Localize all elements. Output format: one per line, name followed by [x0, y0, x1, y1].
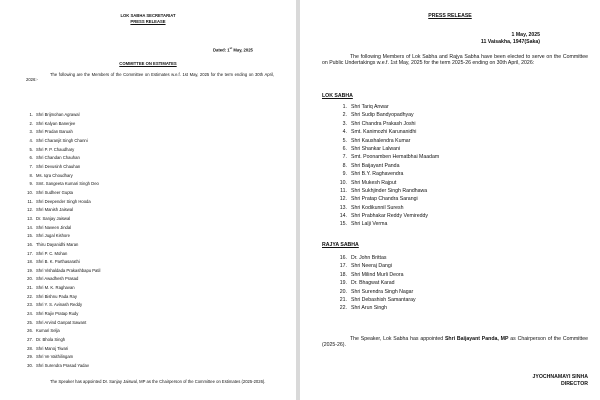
lok-sabha-member-item-name: Smt. Kanimozhi Karunanidhi — [351, 129, 417, 136]
estimates-member-item-name: Shri Ve Vaithilingam — [36, 354, 74, 360]
lok-sabha-member-item-number: 3. — [342, 120, 347, 127]
right-closing-paragraph — [322, 336, 588, 349]
estimates-member-item-number: 26. — [27, 328, 33, 334]
estimates-member-item-number: 16. — [27, 241, 33, 247]
rajya-sabha-member-item-name: Shri Arun Singh — [351, 305, 388, 312]
rajya-sabha-member-item-number: 22. — [339, 305, 347, 312]
estimates-member-item-number: 12. — [27, 207, 33, 213]
lok-sabha-member-item-number: 15. — [339, 221, 347, 228]
estimates-member-item-name: Shri Brijmohan Agrawal — [36, 112, 80, 117]
chairperson-name: Shri Baijayant Panda, MP — [444, 336, 509, 342]
lok-sabha-member-item-name: Shri Baijayant Panda — [351, 162, 400, 169]
estimates-member-item-name: Shri B. K. Parthasarathi — [36, 259, 80, 265]
estimates-member-item-number: 24. — [27, 311, 33, 317]
estimates-member-item-name: Ms. Iqra Choudhary — [36, 172, 73, 178]
lok-sabha-member-item-number: 9. — [342, 171, 347, 178]
lok-sabha-member-item-name: Shri Chandra Prakash Joshi — [351, 120, 416, 127]
rajya-sabha-member-item-number: 19. — [339, 280, 347, 287]
estimates-member-item-number: 19. — [27, 267, 33, 273]
estimates-member-item-name: Shri Surendra Prasad Yadav — [36, 363, 89, 369]
rajya-sabha-member-item-number: 16. — [339, 255, 347, 261]
rajya-sabha-member-item-name: Shri Debashish Samantaray — [351, 296, 416, 303]
estimates-member-item-number: 4. — [29, 137, 33, 143]
lok-sabha-member-item-name: Shri Kodikunnil Suresh — [351, 204, 404, 211]
lok-sabha-member-item-name: Shri Sukhjinder Singh Randhawa — [351, 187, 428, 194]
right-saka-date: 11 Vaisakha, 1947(Saka) — [480, 39, 540, 45]
rajya-sabha-member-item-number: 21. — [339, 296, 347, 303]
estimates-member-item-name: Shri Vishaldada Prakashbapu Patil — [36, 267, 101, 273]
estimates-member-item-name: Dr. Bhola Singh — [36, 337, 66, 343]
right-press-release-header: PRESS RELEASE — [428, 13, 472, 19]
left-closing-paragraph: The Speaker has appointed Dr. Sanjay Jaiswal, MP as the Chairperson of the Committee on Estimates (2025-2026). — [50, 379, 266, 384]
lok-sabha-member-item-name: Shri Sudip Bandyopadhyay — [351, 112, 414, 119]
rajya-sabha-heading: RAJYA SABHA — [322, 242, 359, 248]
lok-sabha-member-item-name: Shri Prabhakar Reddy Vemireddy — [351, 213, 428, 220]
left-date-suffix: st — [229, 46, 233, 50]
estimates-member-item-number: 7. — [29, 163, 33, 169]
lok-sabha-member-item-number: 6. — [342, 145, 347, 152]
estimates-member-item-number: 30. — [27, 363, 33, 369]
estimates-member-item-name: Shri Y. S. Avinash Reddy — [36, 302, 83, 308]
signatory-title: DIRECTOR — [561, 381, 588, 387]
estimates-member-item-number: 13. — [27, 215, 33, 221]
lok-sabha-member-item-name: Smt. Poonamben Hematbhai Maadam — [351, 154, 440, 161]
rajya-sabha-member-item-name: Dr. Bhagwat Karad — [351, 280, 395, 287]
estimates-member-item-number: 8. — [29, 172, 33, 178]
rajya-sabha-member-item-name: Shri Milind Murli Deora — [351, 271, 404, 278]
lok-sabha-member-item-name: Shri Tariq Anwar — [351, 104, 389, 110]
estimates-member-item-number: 20. — [27, 276, 33, 282]
estimates-member-item-name: Shri Chandan Chauhan — [36, 155, 80, 161]
committee-title: COMMITTEE ON ESTIMATES — [119, 61, 177, 66]
estimates-member-item-name: Shri M. K. Raghavan — [36, 285, 75, 291]
lok-sabha-member-item-name: Shri Shankar Lalwani — [351, 145, 401, 152]
estimates-member-item-number: 1. — [29, 112, 33, 117]
lok-sabha-member-item-number: 8. — [342, 162, 347, 169]
estimates-member-item-name: Shri Jugal Kishore — [36, 233, 70, 239]
estimates-member-item-name: Shri Bishnu Pada Ray — [36, 293, 77, 299]
closing-suffix: as Chairperson of the Committee (2025-26). — [322, 336, 588, 349]
signatory-name: JYOCHNAMAYI SINHA — [532, 374, 588, 380]
lok-sabha-heading: LOK SABHA — [322, 93, 353, 99]
estimates-member-item-number: 29. — [27, 354, 33, 360]
estimates-member-item-name: Shri P. P. Chaudhary — [36, 146, 75, 152]
right-date: 1 May, 2025 — [511, 32, 540, 38]
estimates-member-item-number: 14. — [27, 224, 33, 230]
estimates-member-item-number: 3. — [29, 129, 33, 135]
lok-sabha-member-item-number: 13. — [339, 204, 347, 211]
estimates-member-item-name: Thiru Dayanidhi Maran — [36, 241, 79, 247]
left-intro-paragraph: The following are the Members of the Committee on Estimates w.e.f. 1st May, 2025 for the term ending on 30th April, 2026:- — [26, 72, 274, 82]
lok-sabha-member-item-name: Shri Lalji Verma — [351, 221, 388, 228]
estimates-member-item-name: Shri Rajiv Pratap Rudy — [36, 311, 79, 317]
estimates-member-item-name: Smt. Sangeeta Kumari Singh Deo — [36, 181, 99, 187]
lok-sabha-member-item-name: Shri B.Y. Raghavendra — [351, 171, 404, 178]
estimates-member-item-name: Shri Awadhesh Prasad — [36, 276, 79, 282]
lok-sabha-member-item-name: Shri Mukesh Rajput — [351, 179, 397, 186]
estimates-member-item-number: 17. — [27, 250, 33, 256]
lok-sabha-member-item-number: 14. — [339, 213, 347, 220]
estimates-member-item-number: 15. — [27, 233, 33, 239]
lok-sabha-member-item-name: Shri Pratap Chandra Sarangi — [351, 196, 418, 203]
lok-sabha-member-item-number: 1. — [342, 104, 347, 110]
right-document-page — [300, 0, 600, 400]
estimates-member-item-name: Shri Charanjit Singh Channi — [36, 137, 88, 143]
estimates-member-item-name: Shri Deepender Singh Hooda — [36, 198, 91, 204]
estimates-member-item-name: Shri Naveen Jindal — [36, 224, 72, 230]
estimates-member-item-name: Shri P. C. Mohan — [36, 250, 68, 256]
estimates-member-item-name: Shri Pradan Baruah — [36, 129, 73, 135]
left-date-label: Dated: — [213, 47, 227, 53]
secretariat-header: LOK SABHA SECRETARIAT — [120, 13, 176, 18]
estimates-member-item-name: Kumari Selja — [36, 328, 60, 334]
lok-sabha-member-item-number: 4. — [342, 129, 347, 136]
left-document-page — [0, 0, 296, 400]
estimates-member-item-name: Shri Arvind Ganpat Sawant — [36, 319, 87, 325]
lok-sabha-member-item-name: Shri Kaushalendra Kumar — [351, 137, 411, 144]
left-date-rest: May, 2025 — [233, 47, 253, 53]
rajya-sabha-member-item-number: 17. — [339, 263, 347, 270]
closing-prefix: The Speaker, Lok Sabha has appointed — [350, 336, 445, 342]
estimates-member-item-number: 2. — [29, 120, 33, 126]
estimates-member-item-number: 22. — [27, 293, 33, 299]
left-press-release-header: PRESS RELEASE — [130, 19, 166, 24]
estimates-member-item-name: Dr. Sanjay Jaiswal — [36, 215, 71, 221]
estimates-member-item-number: 25. — [27, 319, 33, 325]
estimates-member-item-number: 23. — [27, 302, 33, 308]
estimates-member-item-name: Shri Manish Jaiswal — [36, 207, 74, 213]
rajya-sabha-member-item-name: Shri Surendra Singh Nagar — [351, 288, 414, 295]
estimates-member-item-number: 27. — [27, 337, 33, 343]
estimates-member-item-number: 11. — [27, 198, 33, 204]
right-intro-paragraph: The following Members of Lok Sabha and Rajya Sabha have been elected to serve on the Committee on Public Undertakings w.e.f. 1st May, 2025 for the term 2025-26 ending on 30th April, 2026: — [322, 54, 588, 67]
lok-sabha-member-item-number: 5. — [342, 137, 347, 144]
rajya-sabha-member-item-number: 20. — [339, 288, 347, 295]
estimates-member-item-number: 6. — [29, 155, 33, 161]
estimates-member-item-number: 5. — [29, 146, 33, 152]
rajya-sabha-member-item-name: Dr. John Brittas — [351, 255, 387, 261]
estimates-member-item-number: 9. — [29, 181, 33, 187]
estimates-member-item-number: 28. — [27, 345, 33, 351]
estimates-member-item-name: Shri Kalyan Banerjee — [36, 120, 76, 126]
estimates-member-item-name: Shri Manoj Tiwari — [36, 345, 69, 351]
lok-sabha-member-item-number: 12. — [339, 196, 347, 203]
lok-sabha-member-item-number: 7. — [342, 154, 347, 161]
estimates-member-item-number: 10. — [27, 189, 33, 195]
estimates-member-item-name: Shri Devusinh Chauhan — [36, 163, 81, 169]
rajya-sabha-member-item-number: 18. — [339, 271, 347, 278]
rajya-sabha-member-item-name: Shri Neeraj Dangi — [351, 263, 392, 270]
lok-sabha-member-item-number: 10. — [339, 179, 347, 186]
left-date-day: 1 — [227, 47, 230, 53]
estimates-member-item-name: Shri Sudheer Gupta — [36, 189, 74, 195]
lok-sabha-member-item-number: 2. — [342, 112, 347, 119]
left-date — [213, 46, 253, 52]
lok-sabha-member-item-number: 11. — [340, 187, 347, 194]
estimates-member-item-number: 18. — [27, 259, 33, 265]
estimates-member-item-number: 21. — [27, 285, 33, 291]
